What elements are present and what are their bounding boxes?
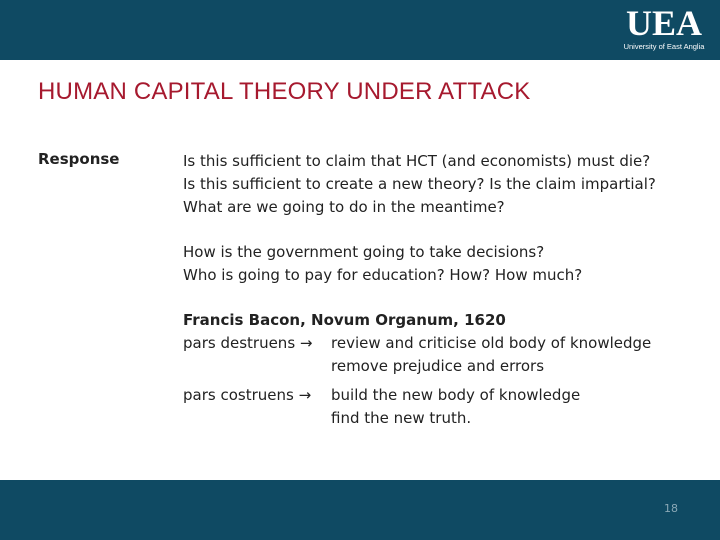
destruens-continuation: remove prejudice and errors	[331, 357, 545, 375]
question-line: Is this sufficient to create a new theory? Is the claim impartial?	[183, 175, 656, 193]
question-line: Who is going to pay for education? How? How much?	[183, 266, 583, 284]
page-number: 18	[664, 502, 678, 515]
header-bar	[0, 0, 720, 60]
question-line: Is this sufficient to claim that HCT (and economists) must die?	[183, 152, 651, 170]
slide-body	[183, 150, 703, 430]
costruens-term: pars costruens →	[183, 386, 312, 404]
university-logo	[618, 4, 710, 56]
destruens-text: review and criticise old body of knowledge	[331, 334, 652, 352]
destruens-row	[183, 332, 703, 355]
question-line: How is the government going to take decisions?	[183, 243, 545, 261]
costruens-continuation: find the new truth.	[331, 409, 472, 427]
question-line: What are we going to do in the meantime?	[183, 198, 505, 216]
reference-heading: Francis Bacon, Novum Organum, 1620	[183, 311, 506, 329]
destruens-term: pars destruens →	[183, 334, 313, 352]
logo-mark: UEA	[625, 3, 702, 43]
slide-title: HUMAN CAPITAL THEORY UNDER ATTACK	[38, 78, 531, 105]
costruens-row	[183, 384, 703, 407]
footer-bar	[0, 480, 720, 540]
logo-subtitle: University of East Anglia	[623, 42, 705, 51]
section-label: Response	[38, 150, 120, 168]
costruens-text: build the new body of knowledge	[331, 386, 581, 404]
